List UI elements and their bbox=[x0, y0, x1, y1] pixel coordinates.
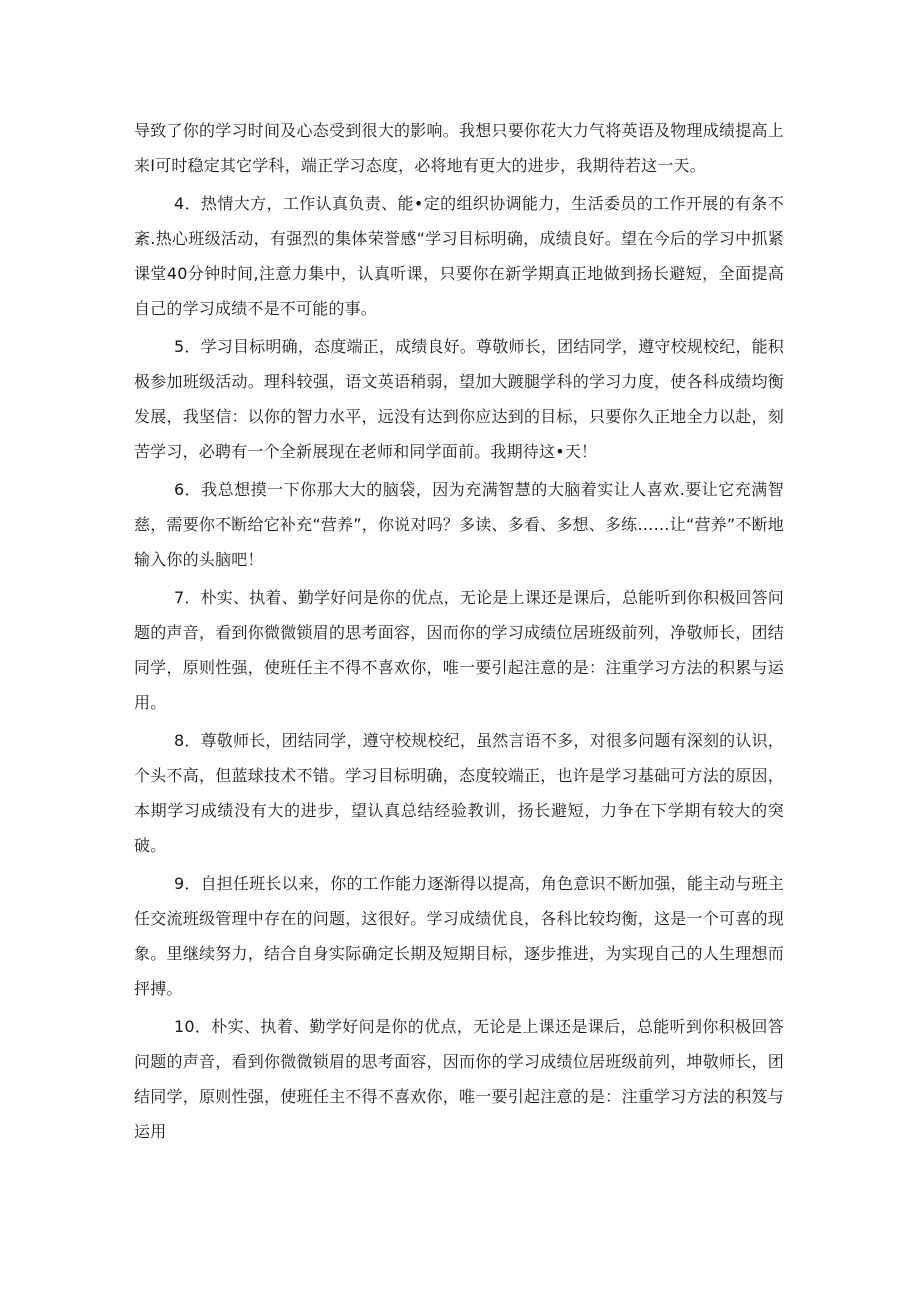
comment-item-4: 4．热情大方，工作认真负责、能•定的组织协调能力，生活委员的工作开展的有条不紊.热心班级活动，有强烈的集体荣誉感“学习目标明确，成绩良好。望在今后的学习中抓紧课堂40分钟时间,注意力集中，认真听课，只要你在新学期真正地做到扬长避短，全面提高自己的学习成绩不是不可能的事。 bbox=[134, 194, 784, 318]
comment-item-9: 9．自担任班长以来，你的工作能力逐渐得以提高，角色意识不断加强，能主动与班主任交流班级管理中存在的问题，这很好。学习成绩优良，各科比较均衡，这是一个可喜的现象。里继续努力，结合自身实际确定长期及短期目标，逐步推进，为实现自己的人生理想而抨搏。 bbox=[134, 874, 784, 998]
document-body bbox=[134, 113, 784, 1152]
comment-item-5: 5．学习目标明确，态度端正，成绩良好。尊敬师长，团结同学，遵守校规校纪，能积极参加班级活动。理科较强，语文英语稍弱，望加大踱腿学科的学习力度，使各科成绩均衡发展，我坚信：以你的智力水平，远没有达到你应达到的目标，只要你久正地全力以赴，刻苦学习，必聘有一个全新展现在老师和同学面前。我期待这•天！ bbox=[134, 337, 784, 461]
comment-item-7: 7．朴实、执着、勤学好问是你的优点，无论是上课还是课后，总能听到你积极回答问题的声音，看到你微微锁眉的思考面容，因而你的学习成绩位居班级前列，净敬师长，团结同学，原则性强，使班任主不得不喜欢你，唯一要引起注意的是：注重学习方法的积累与运用。 bbox=[134, 588, 784, 712]
comment-item-6: 6．我总想摸一下你那大大的脑袋，因为充满智慧的大脑着实让人喜欢.要让它充满智慈，需要你不断给它补充“营养”，你说对吗？多读、多看、多想、多练……让“营养”不断地输入你的头脑吧！ bbox=[134, 480, 784, 569]
comment-item-8: 8．尊敬师长，团结同学，遵守校规校纪，虽然言语不多，对很多问题有深刻的认识，个头不高，但蓝球技术不错。学习目标明确，态度较端正，也许是学习基础可方法的原因，本期学习成绩没有大的进步，望认真总结经验教训，扬长避短，力争在下学期有较大的突破。 bbox=[134, 731, 784, 855]
paragraph-continuation: 导致了你的学习时间及心态受到很大的影响。我想只要你花大力气将英语及物理成绩提高上来I可时稳定其它学科，端正学习态度，必将地有更大的进步，我期待若这一天。 bbox=[134, 121, 784, 175]
comment-item-10: 10．朴实、执着、勤学好问是你的优点，无论是上课还是课后，总能听到你积极回答问题的声音，看到你微微锁眉的思考面容，因而你的学习成绩位居班级前列，坤敬师长，团结同学，原则性强，使班任主不得不喜欢你，唯一要引起注意的是：注重学习方法的积笈与运用 bbox=[134, 1017, 784, 1141]
